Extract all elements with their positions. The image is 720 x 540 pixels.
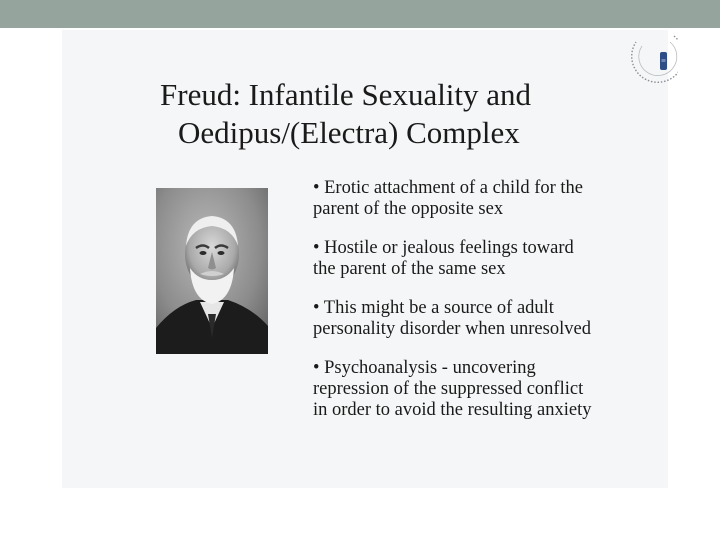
- bullet-line: • Hostile or jealous feelings toward: [313, 238, 574, 258]
- bullet-line: parent of the opposite sex: [313, 199, 504, 219]
- slide-title-line-2: Oedipus/(Electra) Complex: [178, 115, 520, 150]
- bullet-item-erotic-attachment: [313, 178, 663, 220]
- slide-title: [160, 76, 600, 152]
- bullet-line: • Psychoanalysis - uncovering: [313, 358, 536, 378]
- university-seal-icon: [624, 30, 678, 86]
- seal-inner-ring: [639, 42, 677, 76]
- bullet-item-adult-disorder: [313, 298, 663, 340]
- portrait-left-eye: [200, 251, 207, 255]
- bullet-item-psychoanalysis: [313, 358, 663, 421]
- top-bar: [0, 0, 720, 28]
- bullet-line: the parent of the same sex: [313, 259, 506, 279]
- bullet-line: • Erotic attachment of a child for the: [313, 178, 583, 198]
- bullet-list: [313, 178, 663, 439]
- freud-portrait-image: [156, 188, 268, 354]
- seal-shield-band: [662, 59, 666, 62]
- bullet-line: in order to avoid the resulting anxiety: [313, 400, 592, 420]
- portrait-right-eye: [218, 251, 225, 255]
- bullet-item-hostile-feelings: [313, 238, 663, 280]
- bullet-line: personality disorder when unresolved: [313, 319, 591, 339]
- slide-title-line-1: Freud: Infantile Sexuality and: [160, 77, 532, 112]
- bullet-line: • This might be a source of adult: [313, 298, 554, 318]
- bullet-line: repression of the suppressed conflict: [313, 379, 584, 399]
